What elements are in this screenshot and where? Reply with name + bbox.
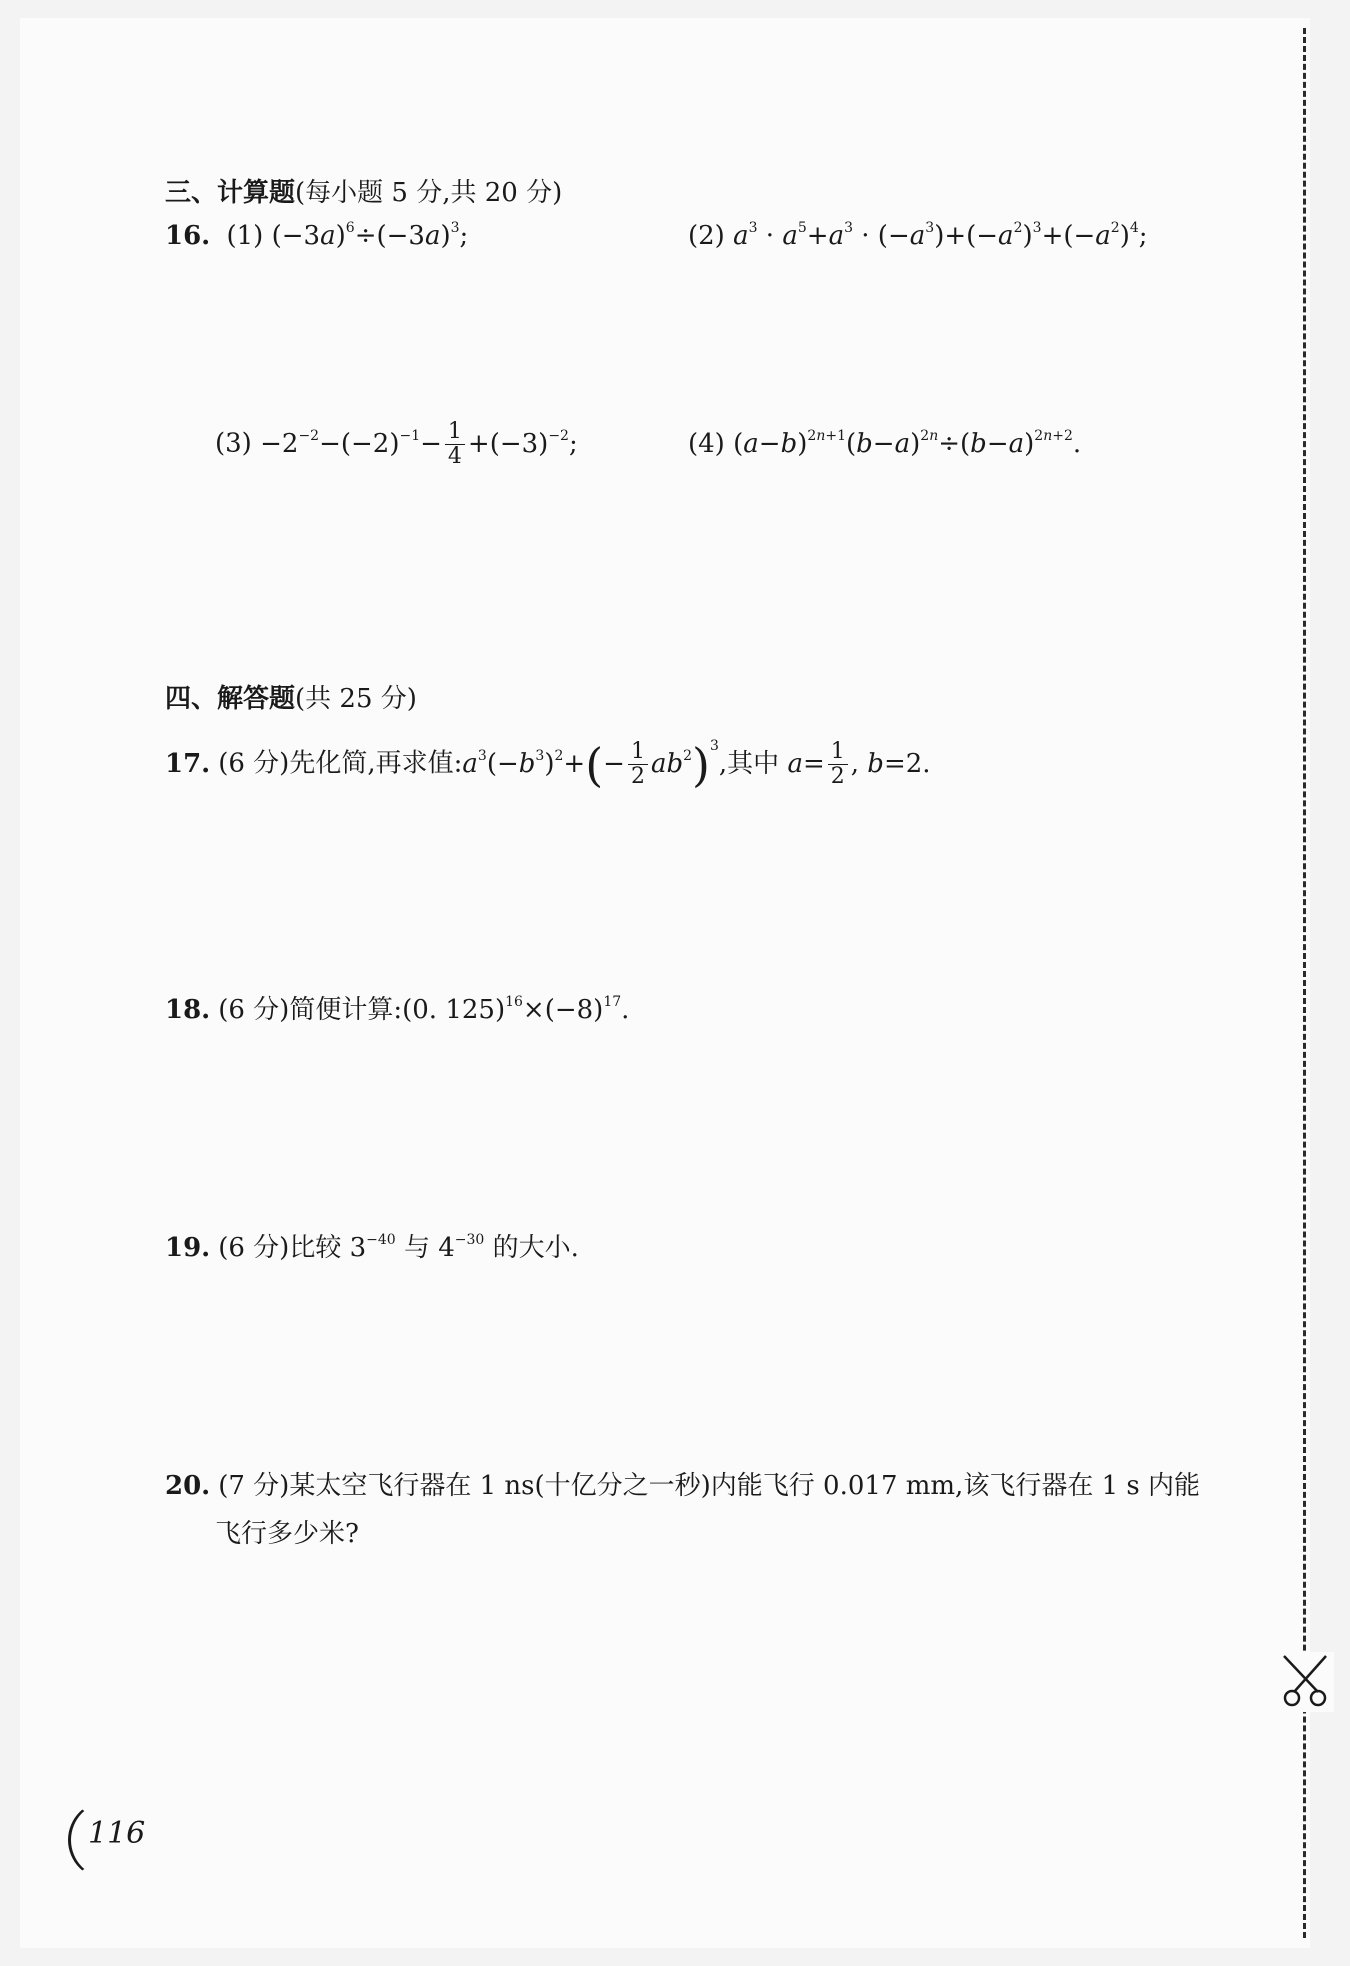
- exam-page: [20, 18, 1310, 1948]
- math-expression: $-2^{-2}-(-2)^{-1}-$ $\frac{1}{4}$ $+(-3)^{-2}$;: [260, 419, 578, 469]
- part-label: (3): [215, 428, 252, 459]
- part-label: (4): [688, 429, 725, 459]
- section-4-heading: [165, 678, 417, 715]
- section-3-title: 三、计算题: [165, 178, 296, 208]
- question-18-score: (6 分): [218, 995, 290, 1025]
- question-17-score: (6 分): [218, 748, 290, 779]
- page-number-badge: [68, 1800, 148, 1880]
- question-20: [165, 1468, 1200, 1504]
- math-expression: $(a-b)^{2n+1}(b-a)^{2n}\div(b-a)^{2n+2}$.: [733, 428, 1082, 459]
- scissors-icon: [1278, 1652, 1334, 1712]
- math-expression: (0. $125)^{16}\times(-8)^{17}$.: [402, 994, 630, 1025]
- part-label: (2): [688, 221, 725, 251]
- section-4-title: 四、解答题: [165, 684, 296, 714]
- question-19: [165, 1230, 579, 1266]
- section-3-note: (每小题 5 分,共 20 分): [295, 178, 563, 208]
- question-20-text-2: 飞行多少米?: [215, 1519, 359, 1549]
- question-18-text: 简便计算:: [289, 995, 403, 1025]
- part-label: (1): [226, 221, 264, 251]
- question-20-number: 20.: [165, 1471, 211, 1501]
- question-17-condition: ,其中 a= $\frac{1}{2}$ , b=2.: [718, 739, 931, 789]
- question-16-part-4: [688, 426, 1081, 462]
- question-20-score: (7 分): [218, 1471, 290, 1501]
- page-number: 116: [88, 1816, 146, 1851]
- math-expression: $(-3a)^6\div(-3a)^3$;: [271, 220, 469, 251]
- question-17: [165, 737, 931, 792]
- question-19-text: 比较 $3^{-40}$ 与 $4^{-30}$ 的大小.: [289, 1232, 579, 1263]
- section-4-note: (共 25 分): [295, 684, 417, 714]
- question-20-line-1: 某太空飞行器在 1 ns(十亿分之一秒)内能飞行 0.017 mm,该飞行器在 1 s 内能: [289, 1471, 1201, 1501]
- question-17-text: 先化简,再求值:: [289, 748, 463, 779]
- question-16-part-1: [165, 218, 468, 254]
- question-18: [165, 992, 629, 1028]
- question-16-number: 16.: [165, 221, 211, 251]
- question-16-part-3: [215, 420, 578, 469]
- question-18-number: 18.: [165, 995, 211, 1025]
- question-16-part-2: [688, 218, 1148, 254]
- question-19-score: (6 分): [218, 1233, 290, 1263]
- section-3-heading: [165, 172, 562, 209]
- question-17-number: 17.: [165, 748, 211, 779]
- math-expression: $a^3(-b^3)^2+(-$ $\frac{1}{2}$ $ab^2)^3$: [462, 737, 719, 792]
- question-20-line-2: [215, 1516, 359, 1552]
- question-19-number: 19.: [165, 1233, 211, 1263]
- math-expression: $a^3 \cdot a^5+a^3 \cdot (-a^3)+(-a^2)^3+(-a^2)^4$;: [733, 220, 1148, 251]
